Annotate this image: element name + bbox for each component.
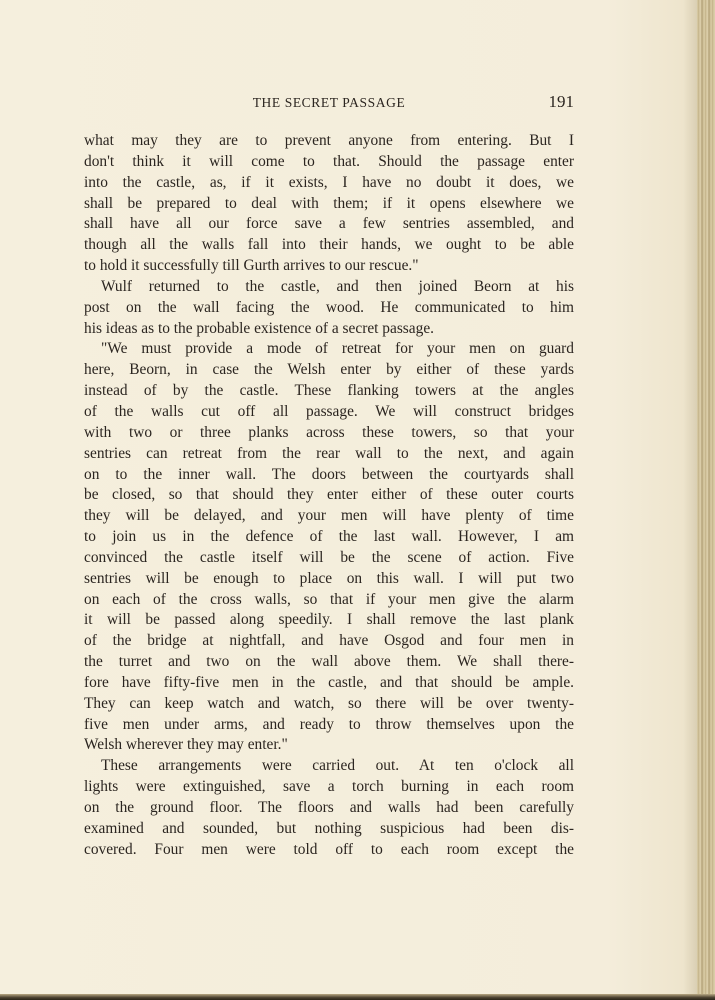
text-line: shall have all our force save a few sentries assembled, and: [84, 215, 574, 233]
text-line: be closed, so that should they enter either of these outer courts: [84, 486, 574, 504]
text-line: don't think it will come to that. Should the passage enter: [84, 152, 574, 170]
text-line: his ideas as to the probable existence of a secret passage.: [84, 319, 435, 337]
text-line: Welsh wherever they may enter.": [84, 736, 288, 754]
text-line: they will be delayed, and your men will have plenty of time: [84, 507, 574, 525]
text-line: of the walls cut off all passage. We will construct bridges: [84, 402, 574, 420]
text-line: shall be prepared to deal with them; if it opens elsewhere we: [84, 194, 574, 212]
text-line: sentries will be enough to place on this wall. I will put two: [84, 569, 574, 587]
text-line: here, Beorn, in case the Welsh enter by either of these yards: [84, 361, 574, 379]
page-header: [84, 92, 574, 114]
text-line: "We must provide a mode of retreat for your men on guard: [101, 340, 574, 358]
text-line: They can keep watch and watch, so there will be over twenty-: [84, 694, 574, 712]
text-line: to hold it successfully till Gurth arrives to our rescue.": [84, 257, 419, 275]
text-line: examined and sounded, but nothing suspicious had been dis-: [84, 819, 574, 837]
text-line: lights were extinguished, save a torch burning in each room: [84, 778, 574, 796]
text-line: Wulf returned to the castle, and then joined Beorn at his: [101, 277, 574, 295]
book-edge-strip: [697, 0, 715, 1000]
text-line: fore have fifty-five men in the castle, and that should be ample.: [84, 673, 574, 691]
text-line: convinced the castle itself will be the scene of action. Five: [84, 548, 574, 566]
text-line: on to the inner wall. The doors between the courtyards shall: [84, 465, 574, 483]
text-line: on each of the cross walls, so that if your men give the alarm: [84, 590, 574, 608]
text-line: instead of by the castle. These flanking towers at the angles: [84, 382, 574, 400]
running-head: THE SECRET PASSAGE: [252, 95, 406, 110]
body-text: [84, 131, 574, 861]
text-line: covered. Four men were told off to each room except the: [84, 840, 574, 858]
page-edge-shadow: [683, 0, 697, 1000]
text-line: post on the wall facing the wood. He communicated to him: [84, 298, 574, 316]
bottom-edge: [0, 994, 715, 1000]
text-line: on the ground floor. The floors and walls had been carefully: [84, 799, 574, 816]
text-line: with two or three planks across these towers, so that your: [84, 423, 574, 441]
text-line: five men under arms, and ready to throw themselves upon the: [84, 715, 574, 733]
text-line: to join us in the defence of the last wall. However, I am: [84, 528, 574, 546]
page-number: 191: [548, 92, 574, 111]
text-line: the turret and two on the wall above them. We shall there-: [84, 653, 574, 671]
text-line: into the castle, as, if it exists, I have no doubt it does, we: [84, 173, 574, 191]
text-line: though all the walls fall into their hands, we ought to be able: [84, 236, 574, 254]
text-line: what may they are to prevent anyone from entering. But I: [84, 132, 574, 149]
text-line: of the bridge at nightfall, and have Osgod and four men in: [84, 632, 574, 650]
text-line: These arrangements were carried out. At ten o'clock all: [101, 757, 574, 775]
text-line: sentries can retreat from the rear wall to the next, and again: [84, 444, 574, 462]
text-line: it will be passed along speedily. I shall remove the last plank: [84, 611, 574, 629]
